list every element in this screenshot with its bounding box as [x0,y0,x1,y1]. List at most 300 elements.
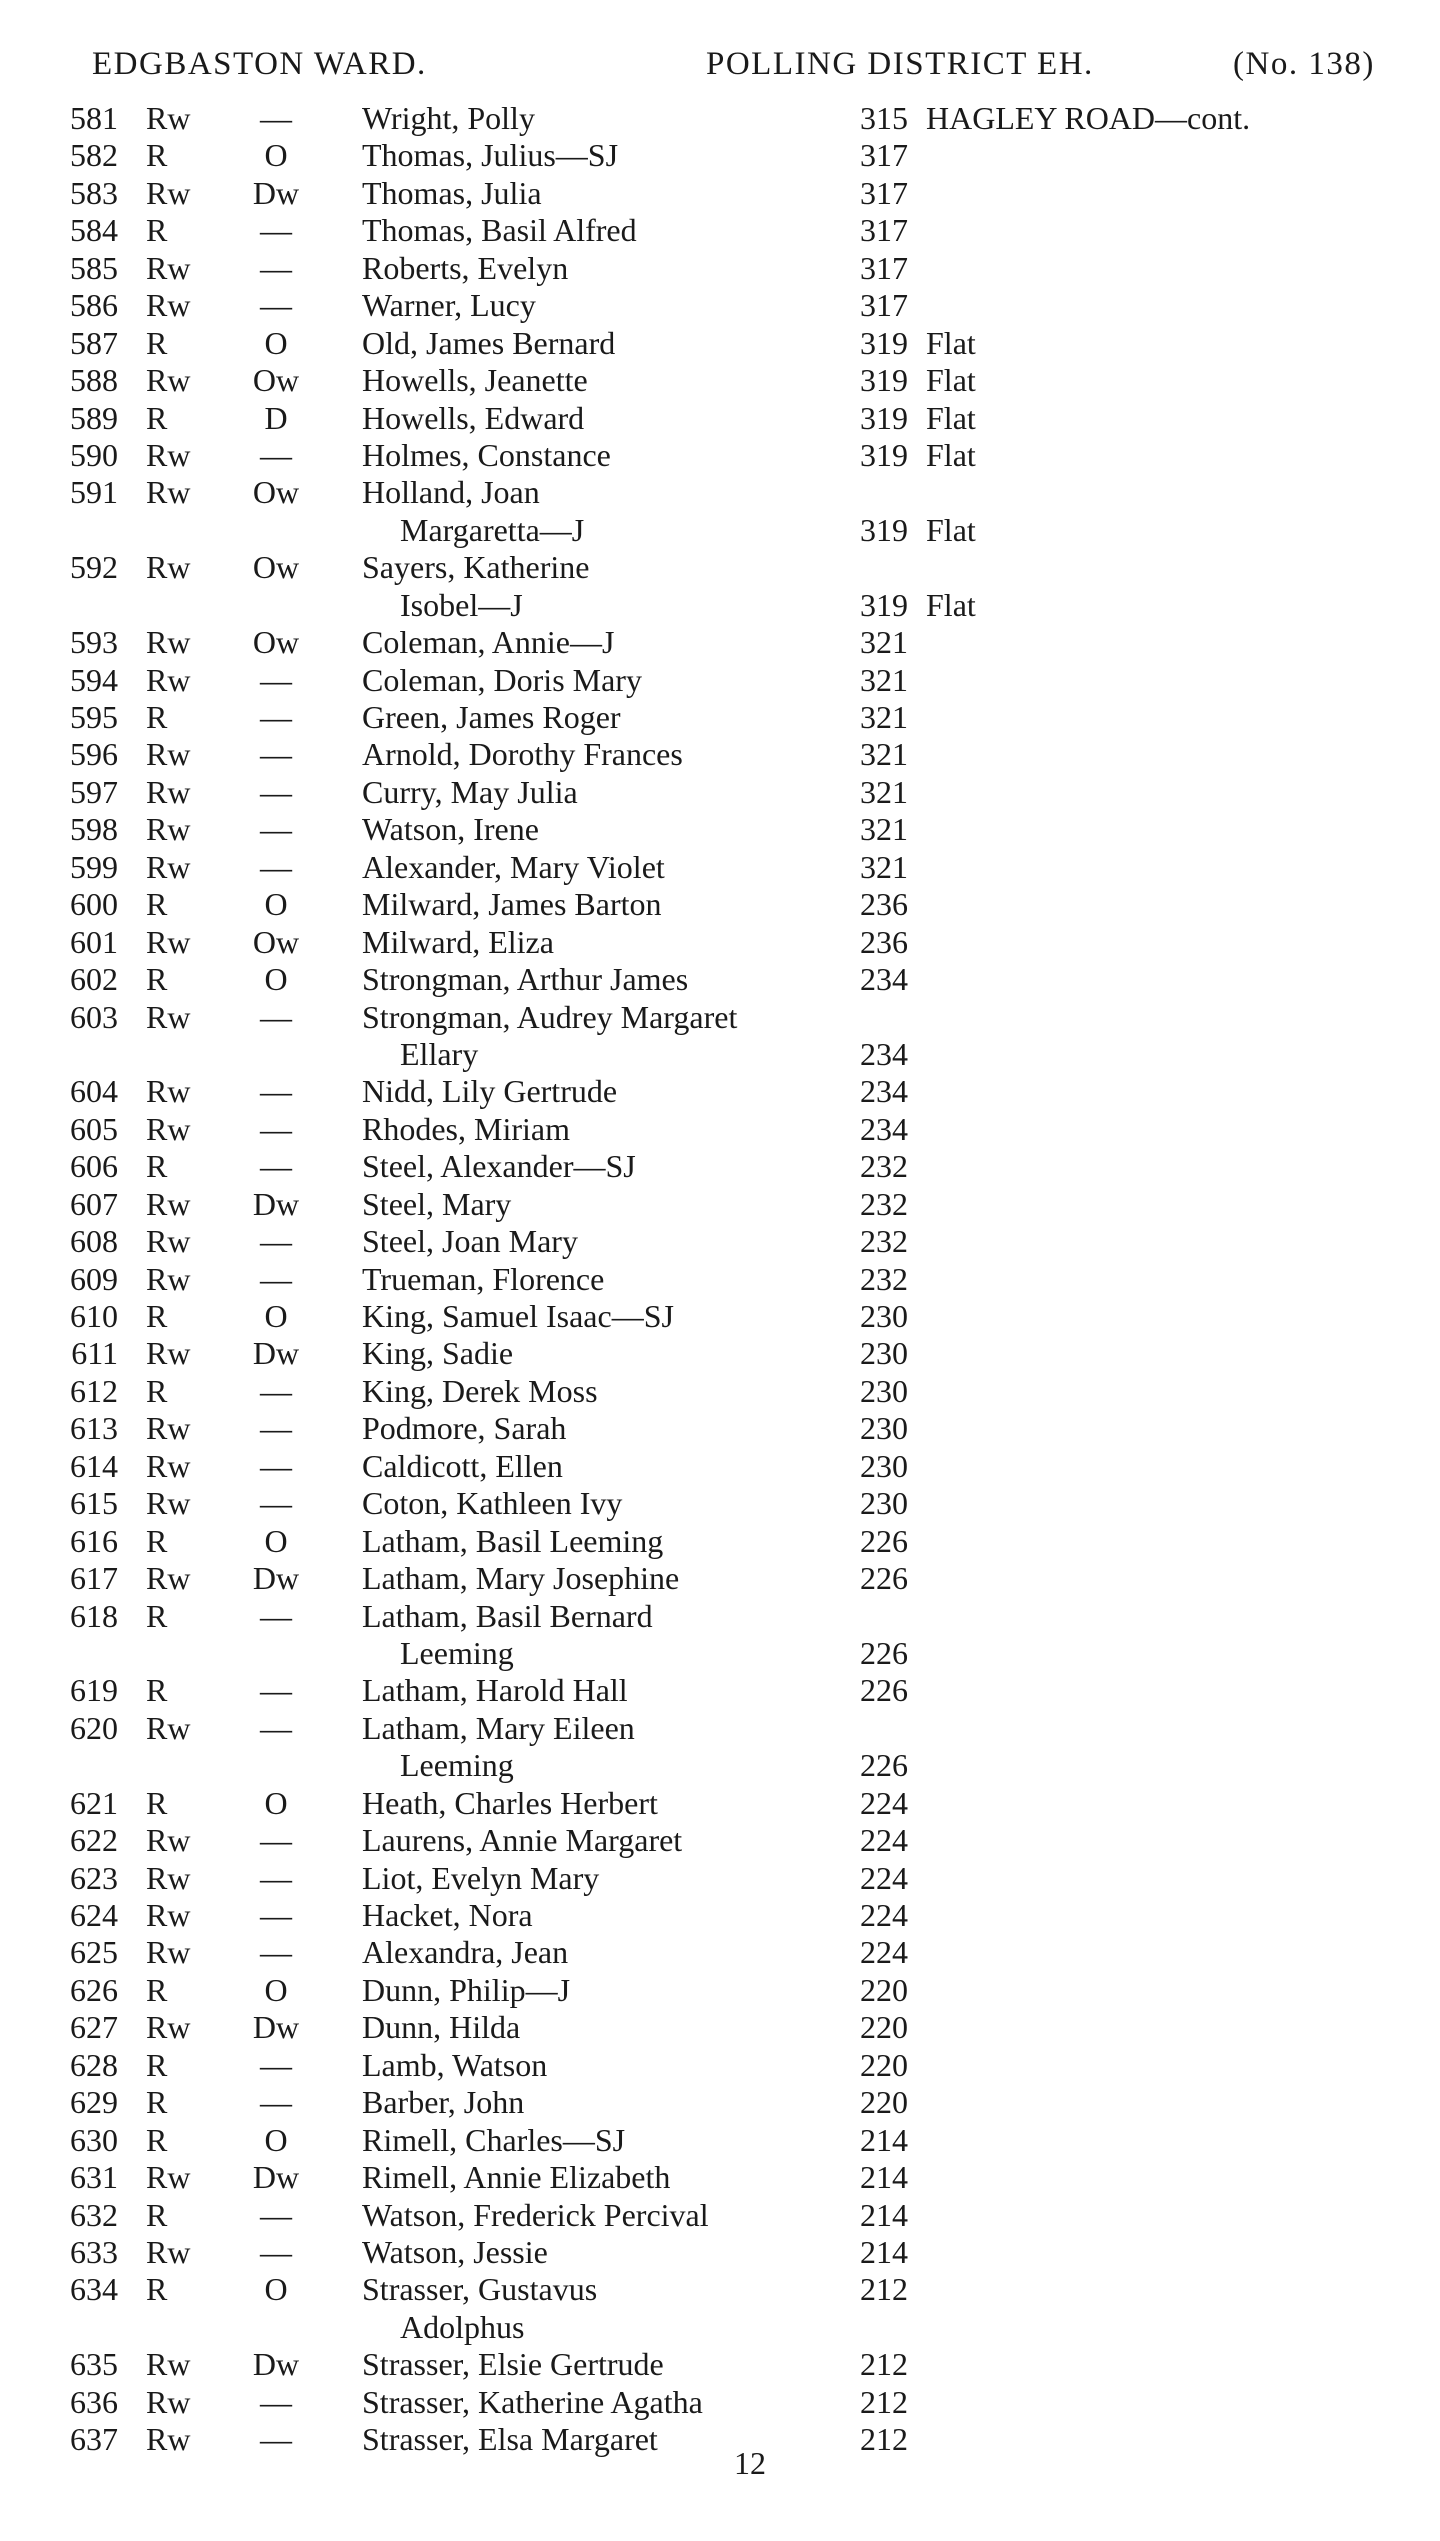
elector-number: 581 [70,100,118,136]
elector-row [0,1410,1440,1447]
elector-name: Rimell, Annie Elizabeth [362,2159,671,2196]
qualification-code: R [146,1784,168,1821]
elector-name: Howells, Jeanette [362,362,588,399]
elector-name: Curry, May Julia [362,773,578,810]
elector-row [0,2346,1440,2383]
service-mark: — [260,811,292,848]
elector-name: Leeming [400,1747,514,1784]
elector-name: Ellary [400,1035,479,1072]
elector-number: 635 [70,2346,118,2383]
house-number: 224 [860,1934,908,1971]
service-mark: Dw [252,1335,300,1372]
service-mark: — [260,436,292,473]
qualification-code: R [146,1372,168,1409]
elector-name: Warner, Lucy [362,287,536,324]
service-mark: — [260,287,292,324]
house-number: 317 [860,174,908,211]
service-mark: — [260,1859,292,1896]
elector-number: 608 [70,1223,118,1260]
service-mark: — [260,100,292,136]
elector-row [0,2159,1440,2196]
elector-name: Isobel—J [400,586,523,623]
service-mark: — [260,2196,292,2233]
house-number: 234 [860,1035,908,1072]
qualification-code: R [146,1971,168,2008]
qualification-code: Rw [146,998,191,1035]
house-number: 236 [860,886,908,923]
service-mark: — [260,736,292,773]
qualification-code: Rw [146,1260,191,1297]
elector-number: 584 [70,212,118,249]
house-number: 234 [860,1073,908,1110]
house-number: 317 [860,212,908,249]
house-number: 230 [860,1372,908,1409]
qualification-code: R [146,1298,168,1334]
elector-name: Liot, Evelyn Mary [362,1859,600,1896]
elector-name: Watson, Frederick Percival [362,2196,709,2233]
qualification-code: Rw [146,436,191,473]
service-mark: Dw [252,1185,300,1222]
page-number: 12 [734,2445,766,2481]
qualification-code: Rw [146,923,191,960]
elector-row [0,1934,1440,1971]
elector-row [0,1186,1440,1223]
elector-number: 609 [70,1260,118,1297]
house-number: 319 [860,399,908,436]
qualification-code: Rw [146,2421,191,2458]
house-number: 212 [860,2271,908,2308]
house-number: 319 [860,362,908,399]
house-number: 230 [860,1335,908,1372]
elector-row [0,175,1440,212]
elector-name: Latham, Basil Leeming [362,1522,664,1559]
elector-number: 590 [70,436,118,473]
house-number: 317 [860,249,908,286]
qualification-code: R [146,2196,168,2233]
elector-name: Steel, Mary [362,1185,512,1222]
service-mark: — [260,2383,292,2420]
elector-name: Dunn, Philip—J [362,1971,571,2008]
elector-row [0,999,1440,1036]
elector-name: Strasser, Elsa Margaret [362,2421,658,2458]
qualification-code: Rw [146,2159,191,2196]
elector-row [0,1373,1440,1410]
elector-row [0,1223,1440,1260]
elector-number: 623 [70,1859,118,1896]
elector-row [0,1111,1440,1148]
service-mark: — [260,1447,292,1484]
elector-row [0,849,1440,886]
elector-row [0,1710,1440,1747]
house-number: 224 [860,1897,908,1933]
service-mark: — [260,1897,292,1933]
qualification-code: Rw [146,1223,191,1260]
elector-number: 587 [70,324,118,361]
house-number: 224 [860,1784,908,1821]
service-mark: O [264,2271,288,2308]
house-number: 234 [860,1110,908,1147]
qualification-code: Rw [146,1934,191,1971]
elector-number: 605 [70,1110,118,1147]
service-mark: O [264,1522,288,1559]
elector-number: 622 [70,1822,118,1859]
qualification-code: Rw [146,2346,191,2383]
elector-name: Alexandra, Jean [362,1934,569,1971]
service-mark: — [260,2046,292,2083]
address-note: Flat [926,511,976,548]
elector-name: Green, James Roger [362,699,621,735]
qualification-code: Rw [146,2009,191,2046]
elector-number: 633 [70,2233,118,2270]
service-mark: O [264,961,288,998]
elector-number: 583 [70,174,118,211]
elector-name: Strongman, Audrey Margaret [362,998,738,1035]
elector-row [0,1822,1440,1859]
elector-number: 604 [70,1073,118,1110]
elector-number: 621 [70,1784,118,1821]
house-number: 232 [860,1223,908,1260]
elector-number: 586 [70,287,118,324]
elector-name: Old, James Bernard [362,324,616,361]
qualification-code: Rw [146,549,191,586]
service-mark: Ow [252,362,300,399]
elector-row [0,1485,1440,1522]
elector-row [0,2084,1440,2121]
elector-row [0,1785,1440,1822]
elector-name: Adolphus [400,2308,525,2345]
house-number: 226 [860,1672,908,1709]
house-number: 220 [860,2084,908,2121]
elector-row [0,736,1440,773]
house-number: 319 [860,586,908,623]
elector-number: 632 [70,2196,118,2233]
elector-name: Laurens, Annie Margaret [362,1822,683,1859]
service-mark: — [260,1223,292,1260]
qualification-code: Rw [146,287,191,324]
house-number: 214 [860,2196,908,2233]
qualification-code: Rw [146,811,191,848]
elector-number: 618 [70,1597,118,1634]
entry-continuation-row [0,2309,1440,2346]
elector-number: 614 [70,1447,118,1484]
qualification-code: Rw [146,1410,191,1447]
elector-row [0,549,1440,586]
elector-name: Barber, John [362,2084,525,2121]
elector-row [0,662,1440,699]
qualification-code: Rw [146,362,191,399]
elector-number: 593 [70,624,118,661]
entry-continuation-row [0,512,1440,549]
house-number: 317 [860,287,908,324]
elector-name: Rhodes, Miriam [362,1110,570,1147]
elector-row [0,1298,1440,1335]
elector-name: Strongman, Arthur James [362,961,689,998]
polling-district-title: POLLING DISTRICT EH. [706,46,1094,82]
house-number: 232 [860,1185,908,1222]
elector-number: 626 [70,1971,118,2008]
elector-row [0,1523,1440,1560]
house-number: 232 [860,1260,908,1297]
elector-name: Howells, Edward [362,399,585,436]
elector-number: 620 [70,1709,118,1746]
qualification-code: Rw [146,249,191,286]
elector-number: 592 [70,549,118,586]
elector-number: 610 [70,1298,118,1334]
entry-continuation-row [0,1747,1440,1784]
service-mark: Ow [252,474,300,511]
service-mark: — [260,661,292,698]
qualification-code: R [146,961,168,998]
elector-name: Coleman, Annie—J [362,624,615,661]
entry-continuation-row [0,587,1440,624]
house-number: 319 [860,511,908,548]
house-number: 319 [860,324,908,361]
qualification-code: Rw [146,661,191,698]
service-mark: — [260,699,292,735]
elector-name: Watson, Jessie [362,2233,548,2270]
qualification-code: Rw [146,174,191,211]
service-mark: O [264,1784,288,1821]
address-note: Flat [926,586,976,623]
qualification-code: Rw [146,624,191,661]
house-number: 317 [860,137,908,174]
page-header [0,46,1440,94]
elector-name: Dunn, Hilda [362,2009,521,2046]
elector-number: 599 [70,848,118,885]
qualification-code: Rw [146,1859,191,1896]
house-number: 321 [860,736,908,773]
elector-name: Latham, Harold Hall [362,1672,628,1709]
elector-name: Coleman, Doris Mary [362,661,642,698]
elector-row [0,1448,1440,1485]
elector-name: Wright, Polly [362,100,535,136]
district-number: (No. 138) [1233,46,1375,82]
service-mark: Ow [252,923,300,960]
elector-number: 612 [70,1372,118,1409]
elector-number: 611 [71,1335,118,1372]
elector-number: 630 [70,2121,118,2158]
address-note: Flat [926,324,976,361]
elector-name: Podmore, Sarah [362,1410,567,1447]
service-mark: O [264,324,288,361]
elector-number: 613 [70,1410,118,1447]
house-number: 226 [860,1747,908,1784]
address-note: Flat [926,436,976,473]
elector-number: 607 [70,1185,118,1222]
elector-number: 606 [70,1148,118,1185]
qualification-code: Rw [146,1335,191,1372]
qualification-code: R [146,886,168,923]
elector-number: 624 [70,1897,118,1933]
elector-number: 585 [70,249,118,286]
qualification-code: Rw [146,1485,191,1522]
house-number: 319 [860,436,908,473]
elector-name: Margaretta—J [400,511,585,548]
service-mark: — [260,1597,292,1634]
elector-name: Alexander, Mary Violet [362,848,665,885]
elector-number: 600 [70,886,118,923]
elector-row [0,924,1440,961]
elector-name: Latham, Mary Josephine [362,1560,680,1597]
service-mark: O [264,886,288,923]
service-mark: Dw [252,2159,300,2196]
elector-number: 591 [70,474,118,511]
elector-row [0,2271,1440,2308]
elector-row [0,437,1440,474]
elector-row [0,774,1440,811]
house-number: 220 [860,2046,908,2083]
service-mark: — [260,2421,292,2458]
qualification-code: Rw [146,848,191,885]
elector-row [0,1560,1440,1597]
elector-name: Strasser, Elsie Gertrude [362,2346,664,2383]
elector-name: Steel, Alexander—SJ [362,1148,636,1185]
house-number: 224 [860,1859,908,1896]
elector-row [0,362,1440,399]
elector-name: Trueman, Florence [362,1260,605,1297]
service-mark: — [260,212,292,249]
elector-number: 601 [70,923,118,960]
entry-continuation-row [0,1635,1440,1672]
elector-row [0,699,1440,736]
elector-number: 619 [70,1672,118,1709]
qualification-code: R [146,324,168,361]
elector-row [0,400,1440,437]
elector-number: 596 [70,736,118,773]
elector-row [0,2384,1440,2421]
elector-name: Thomas, Julius—SJ [362,137,619,174]
elector-name: Thomas, Basil Alfred [362,212,637,249]
elector-number: 616 [70,1522,118,1559]
elector-name: Latham, Basil Bernard [362,1597,653,1634]
house-number: 236 [860,923,908,960]
service-mark: Ow [252,549,300,586]
service-mark: Dw [252,2346,300,2383]
service-mark: — [260,848,292,885]
elector-name: King, Sadie [362,1335,514,1372]
house-number: 321 [860,773,908,810]
service-mark: — [260,1110,292,1147]
elector-row [0,287,1440,324]
elector-number: 589 [70,399,118,436]
house-number: 226 [860,1560,908,1597]
elector-number: 602 [70,961,118,998]
qualification-code: R [146,1672,168,1709]
house-number: 230 [860,1485,908,1522]
elector-list [0,100,1440,2459]
qualification-code: R [146,1148,168,1185]
house-number: 321 [860,624,908,661]
elector-name: Milward, Eliza [362,923,554,960]
elector-row [0,886,1440,923]
qualification-code: R [146,1522,168,1559]
elector-number: 627 [70,2009,118,2046]
elector-number: 588 [70,362,118,399]
house-number: 315 [860,100,908,136]
house-number: 214 [860,2121,908,2158]
elector-row [0,137,1440,174]
qualification-code: Rw [146,1897,191,1933]
qualification-code: Rw [146,474,191,511]
elector-row [0,1073,1440,1110]
elector-row [0,1148,1440,1185]
service-mark: Dw [252,174,300,211]
house-number: 321 [860,811,908,848]
elector-row [0,2009,1440,2046]
service-mark: — [260,2084,292,2121]
service-mark: Dw [252,1560,300,1597]
elector-row [0,811,1440,848]
entry-continuation-row [0,1036,1440,1073]
service-mark: — [260,1410,292,1447]
qualification-code: R [146,399,168,436]
qualification-code: R [146,2046,168,2083]
address-note: Flat [926,399,976,436]
elector-name: Nidd, Lily Gertrude [362,1073,618,1110]
qualification-code: Rw [146,773,191,810]
elector-number: 617 [70,1560,118,1597]
elector-row [0,1897,1440,1934]
elector-row [0,212,1440,249]
elector-name: Steel, Joan Mary [362,1223,578,1260]
qualification-code: R [146,212,168,249]
elector-row [0,2122,1440,2159]
house-number: 226 [860,1522,908,1559]
service-mark: — [260,1148,292,1185]
qualification-code: Rw [146,1709,191,1746]
service-mark: O [264,1971,288,2008]
service-mark: — [260,1260,292,1297]
elector-number: 634 [70,2271,118,2308]
qualification-code: R [146,2121,168,2158]
house-number: 321 [860,699,908,735]
address-note: HAGLEY ROAD—cont. [926,100,1251,136]
service-mark: — [260,1485,292,1522]
elector-name: King, Samuel Isaac—SJ [362,1298,674,1334]
house-number: 232 [860,1148,908,1185]
elector-name: King, Derek Moss [362,1372,598,1409]
elector-name: Lamb, Watson [362,2046,548,2083]
elector-name: Rimell, Charles—SJ [362,2121,626,2158]
elector-name: Holmes, Constance [362,436,611,473]
service-mark: — [260,1372,292,1409]
elector-row [0,624,1440,661]
house-number: 214 [860,2233,908,2270]
house-number: 230 [860,1410,908,1447]
elector-row [0,1335,1440,1372]
elector-row [0,325,1440,362]
house-number: 212 [860,2383,908,2420]
elector-name: Arnold, Dorothy Frances [362,736,683,773]
house-number: 321 [860,848,908,885]
service-mark: Ow [252,624,300,661]
elector-row [0,1598,1440,1635]
house-number: 321 [860,661,908,698]
service-mark: O [264,137,288,174]
qualification-code: Rw [146,1447,191,1484]
elector-row [0,1261,1440,1298]
elector-row [0,1972,1440,2009]
house-number: 214 [860,2159,908,2196]
elector-number: 597 [70,773,118,810]
house-number: 230 [860,1447,908,1484]
service-mark: O [264,2121,288,2158]
elector-number: 631 [70,2159,118,2196]
house-number: 230 [860,1298,908,1334]
service-mark: O [264,1298,288,1334]
service-mark: — [260,1822,292,1859]
elector-name: Sayers, Katherine [362,549,590,586]
